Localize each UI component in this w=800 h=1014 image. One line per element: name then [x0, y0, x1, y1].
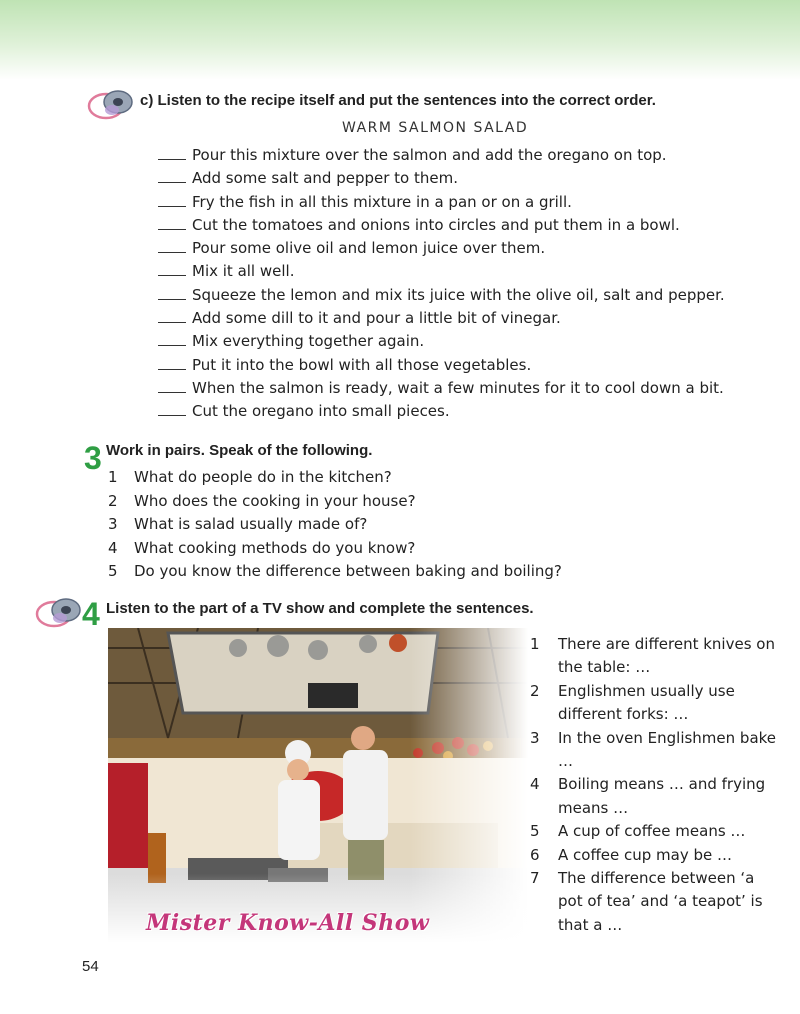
answer-blank[interactable] — [158, 355, 186, 370]
list-item: 3 What is salad usually made of? — [108, 515, 368, 533]
answer-blank[interactable] — [158, 285, 186, 300]
answer-blank[interactable] — [158, 238, 186, 253]
list-item: 2 Who does the cooking in your house? — [108, 491, 416, 510]
exercise-3-number: 3 — [84, 440, 102, 476]
tv-show-photo — [108, 628, 528, 943]
answer-blank[interactable] — [158, 331, 186, 346]
exercise-4-list — [530, 633, 780, 937]
answer-blank[interactable] — [158, 215, 186, 230]
header-band — [0, 0, 800, 80]
list-item: 7 The difference between ‘a pot of tea’ and ‘a teapot’ is that a … — [530, 869, 763, 934]
list-item: 4 What cooking methods do you know? — [108, 538, 416, 557]
list-item: Pour some olive oil and lemon juice over them. — [158, 237, 725, 260]
list-item: 3 In the oven Englishmen bake … — [530, 728, 777, 771]
list-item: When the salmon is ready, wait a few minutes for it to cool down a bit. — [158, 377, 725, 400]
answer-blank[interactable] — [158, 168, 186, 183]
list-item: 5 Do you know the difference between baking and boiling? — [108, 562, 562, 580]
list-item: Pour this mixture over the salmon and add the oregano on top. — [158, 144, 725, 167]
exercise-3-list — [108, 466, 562, 584]
exercise-4-heading: Listen to the part of a TV show and complete the sentences. — [106, 600, 534, 617]
list-item: Mix it all well. — [158, 260, 725, 283]
list-item: Squeeze the lemon and mix its juice with the olive oil, salt and pepper. — [158, 284, 725, 307]
answer-blank[interactable] — [158, 192, 186, 207]
list-item: Add some dill to it and pour a little bit of vinegar. — [158, 307, 725, 330]
page-number: 54 — [82, 958, 99, 975]
answer-blank[interactable] — [158, 401, 186, 416]
answer-blank[interactable] — [158, 308, 186, 323]
list-item: Cut the oregano into small pieces. — [158, 400, 725, 423]
recipe-title: WARM SALMON SALAD — [342, 120, 529, 136]
list-item: 2 Englishmen usually use different forks: … — [530, 681, 735, 724]
exercise-4-number: 4 — [82, 596, 100, 632]
list-item: 1 There are different knives on the table: … — [530, 635, 775, 677]
list-item: Cut the tomatoes and onions into circles and put them in a bowl. — [158, 214, 725, 237]
audio-cd-icon — [86, 88, 138, 122]
recipe-sentence-list — [158, 144, 725, 424]
exercise-c-heading: c) Listen to the recipe itself and put the sentences into the correct order. — [140, 92, 656, 109]
answer-blank[interactable] — [158, 145, 186, 160]
list-item: Put it into the bowl with all those vegetables. — [158, 354, 725, 377]
answer-blank[interactable] — [158, 378, 186, 393]
answer-blank[interactable] — [158, 261, 186, 276]
list-item: Fry the fish in all this mixture in a pan or on a grill. — [158, 191, 725, 214]
show-title: Mister Know-All Show — [146, 910, 430, 936]
list-item: 5 A cup of coffee means … — [530, 822, 746, 841]
list-item: 1 What do people do in the kitchen? — [108, 468, 392, 486]
list-item: Mix everything together again. — [158, 330, 725, 353]
exercise-3-heading: Work in pairs. Speak of the following. — [106, 442, 373, 459]
list-item: 6 A coffee cup may be … — [530, 845, 733, 864]
list-item: Add some salt and pepper to them. — [158, 167, 725, 190]
audio-cd-icon — [34, 596, 86, 630]
list-item: 4 Boiling means … and frying means … — [530, 775, 766, 817]
